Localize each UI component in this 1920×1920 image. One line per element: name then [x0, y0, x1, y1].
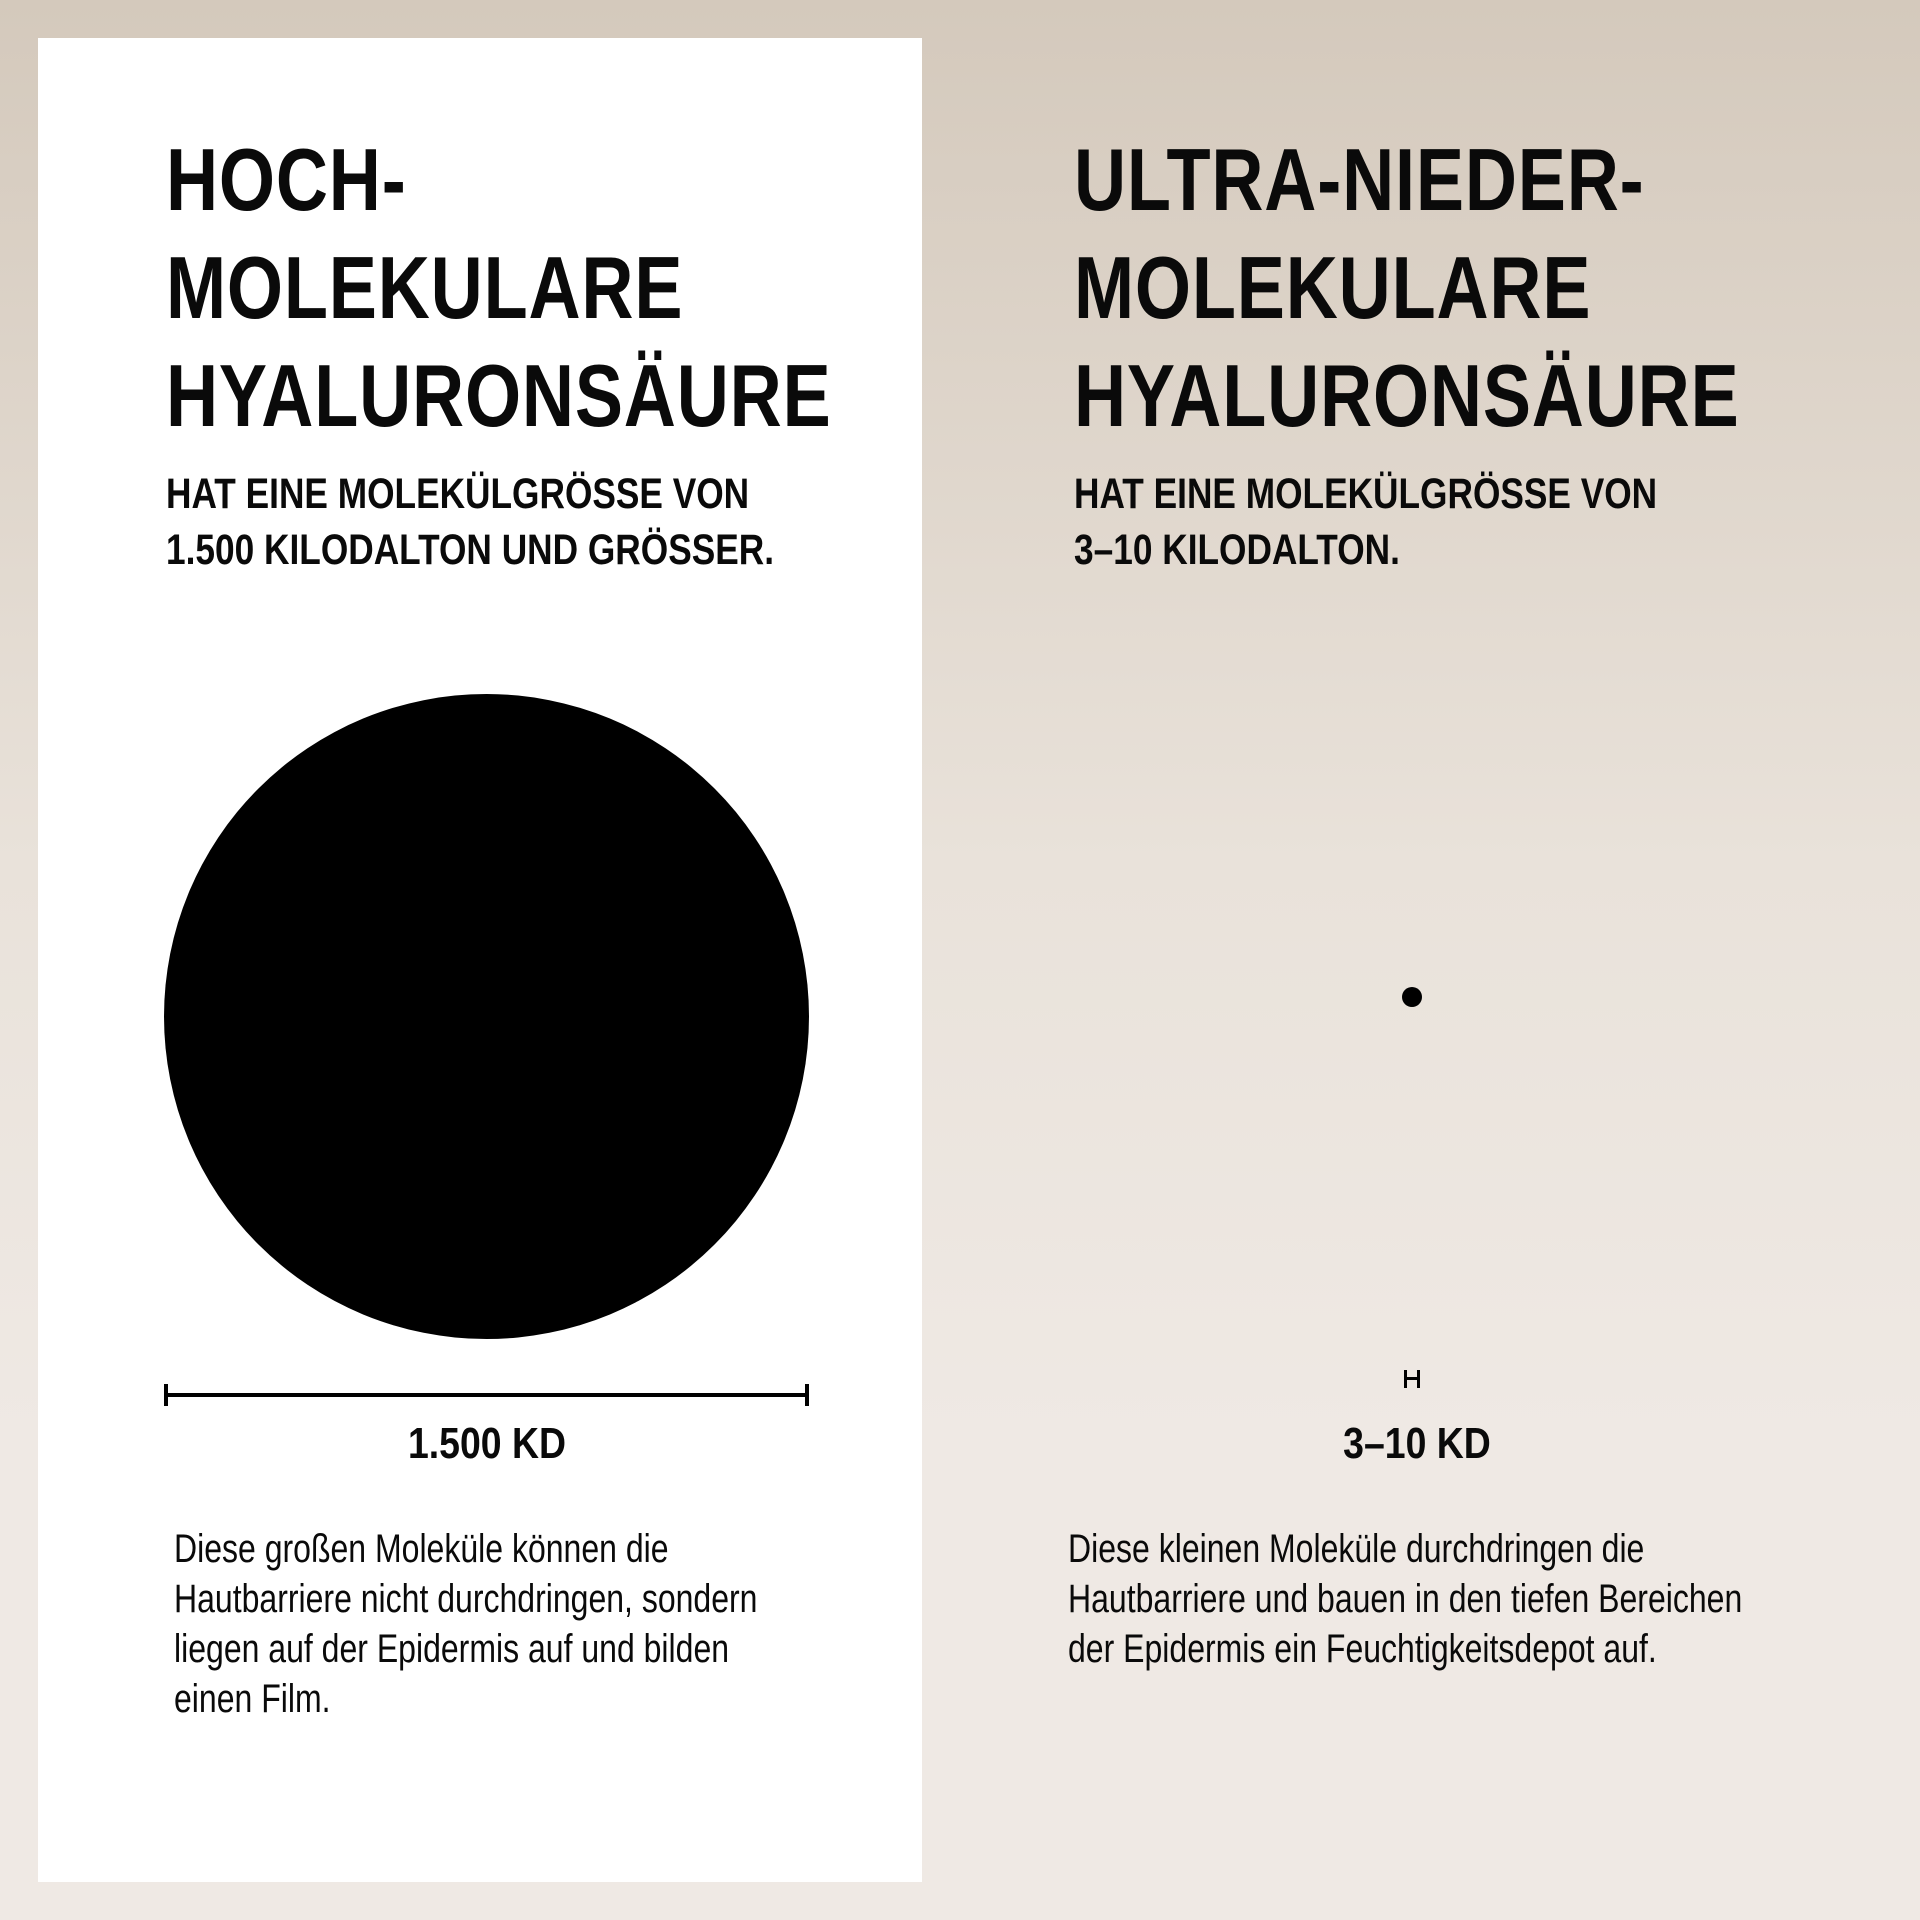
right-title-line-3: HYALURONSÄURE — [1074, 346, 1740, 445]
small-molecule-dot — [1402, 987, 1422, 1007]
right-subtitle-line-1: HAT EINE MOLEKÜLGRÖSSE VON — [1074, 470, 1658, 518]
left-subtitle-line-1: HAT EINE MOLEKÜLGRÖSSE VON — [166, 470, 750, 518]
left-title-line-1: HOCH- — [166, 130, 407, 229]
left-description-line-3: liegen auf der Epidermis auf und bilden — [174, 1627, 730, 1671]
left-title-line-2: MOLEKULARE — [166, 238, 684, 337]
right-scale-bar — [1404, 1370, 1420, 1388]
left-scale-bar — [164, 1384, 809, 1406]
left-title-line-3: HYALURONSÄURE — [166, 346, 832, 445]
left-subtitle-line-2: 1.500 KILODALTON UND GRÖSSER. — [166, 526, 775, 574]
left-scale-label: 1.500 KD — [407, 1419, 566, 1468]
left-scale-tick-start — [164, 1384, 168, 1406]
left-description — [174, 1524, 757, 1724]
left-description-line-4: einen Film. — [174, 1677, 331, 1721]
left-title — [166, 126, 832, 450]
right-description-line-2: Hautbarriere und bauen in den tiefen Bereichen — [1068, 1577, 1743, 1621]
right-subtitle — [1074, 466, 1657, 578]
large-molecule-circle — [164, 694, 809, 1339]
right-description-line-3: der Epidermis ein Feuchtigkeitsdepot auf. — [1068, 1627, 1657, 1671]
left-scale-line — [164, 1393, 809, 1397]
left-subtitle — [166, 466, 774, 578]
right-scale-tick-end — [1417, 1370, 1420, 1388]
right-title-line-2: MOLEKULARE — [1074, 238, 1592, 337]
right-title-line-1: ULTRA-NIEDER- — [1074, 130, 1645, 229]
left-description-line-2: Hautbarriere nicht durchdringen, sondern — [174, 1577, 758, 1621]
right-title — [1074, 126, 1740, 450]
right-description-line-1: Diese kleinen Moleküle durchdringen die — [1068, 1527, 1645, 1571]
left-description-line-1: Diese großen Moleküle können die — [174, 1527, 669, 1571]
right-subtitle-line-2: 3–10 KILODALTON. — [1074, 526, 1400, 574]
left-scale-tick-end — [805, 1384, 809, 1406]
right-description — [1068, 1524, 1742, 1674]
right-scale-label: 3–10 KD — [1343, 1419, 1491, 1468]
